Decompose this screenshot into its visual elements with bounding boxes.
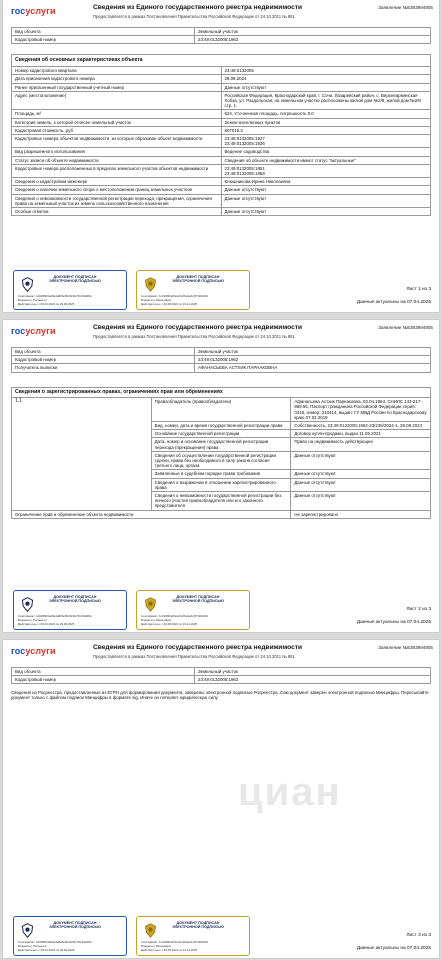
section-title: Сведения о зарегистрированных правах, ограничениях прав или обременениях — [12, 388, 431, 398]
stamp-title: ДОКУМЕНТ ПОДПИСАН ЭЛЕКТРОННОЙ ПОДПИСЬЮ — [172, 921, 224, 930]
gosuslugi-logo — [11, 646, 56, 656]
table-row — [12, 110, 431, 118]
stamp-valid: Действителен: с 20.08.2024 по 13.11.2025 — [141, 302, 198, 306]
actual-date: Данные актуальны на 07.04.2025 — [356, 620, 431, 625]
field-value: 23:49:0132005:1962 — [195, 356, 431, 364]
field-value: 23:49:0132005:1962 — [195, 36, 431, 44]
field-value: Собственность, 23:49:0132005:1962-23/236/2024-1, 28.08.2024 — [291, 422, 431, 430]
document-subtitle: Предоставляется в рамках Постановления Правительства Российской Федерации от 24.10.2011 № 861 — [93, 654, 295, 659]
table-row — [12, 356, 431, 364]
stamp-title: ДОКУМЕНТ ПОДПИСАН ЭЛЕКТРОННОЙ ПОДПИСЬЮ — [49, 595, 101, 604]
field-label: Вид разрешенного использования — [12, 148, 222, 156]
document-page-3 — [3, 640, 439, 958]
logo-text-uslugi: услуги — [25, 646, 56, 656]
table-row — [12, 75, 431, 83]
characteristics-table — [11, 54, 431, 216]
table-row — [12, 194, 431, 207]
page-header — [3, 640, 439, 666]
stamp-cert: Сертификат: 1c0189b3e5a1c6cd9a4e4c3f7d0b2f01 — [141, 940, 209, 944]
field-label: Сведения о невозможности государственной регистрации без личного участия правообладателя или его законного представителя — [151, 492, 291, 511]
object-table — [11, 27, 431, 44]
table-row — [12, 668, 431, 676]
field-value: Данные отсутствуют — [291, 492, 431, 511]
field-label: Ограничение прав и обременение объекта недвижимости — [12, 510, 291, 518]
table-row — [12, 364, 431, 372]
field-value: Афанасьева Астхик Парнаковна, 03.04.1964, СНИЛС 143-217-889 55, Паспорт гражданина Российской Федерации серия: 0319, номер: 210414, выдан: ГУ МВД России по Краснодарскому краю 07.02.2019 — [291, 398, 431, 422]
field-label: Вид объекта — [12, 668, 195, 676]
field-label: Категория земель, к которой отнесен земельный участок — [12, 118, 222, 126]
field-label: Вид, номер, дата и время государственной регистрации права — [151, 422, 291, 430]
stamp-cert: Сертификат: 1c0189b3e5a1c6cd9a4e4c3f7d0b2f01 — [141, 294, 209, 298]
page-number: Лист 2 из 3 — [406, 607, 431, 612]
stamp-owner: Владелец: Росреестр — [18, 944, 48, 948]
field-label: Сведения об осуществлении государственной регистрации сделки, права без необходимого в силу закона согласия третьего лица, органа — [151, 451, 291, 470]
field-value: 23:49:0132005:1927 23:49:0132005:1926 — [221, 135, 431, 148]
field-value: Данные отсутствуют — [221, 208, 431, 216]
signature-stamp-mincifry — [136, 590, 250, 630]
item-number: 1.1 — [12, 398, 152, 510]
page-header — [3, 0, 439, 26]
logo-text-gos: гос — [11, 646, 26, 656]
stamp-title: ДОКУМЕНТ ПОДПИСАН ЭЛЕКТРОННОЙ ПОДПИСЬЮ — [49, 921, 101, 930]
table-row — [12, 28, 431, 36]
field-value: Сведения об объекте недвижимости имеют статус "актуальные" — [221, 156, 431, 164]
field-value: Данные отсутствуют — [221, 83, 431, 91]
document-title: Сведения из Единого государственного реестра недвижимости — [93, 4, 303, 11]
emblem-icon — [19, 922, 36, 939]
field-label: Основание государственной регистрации — [151, 430, 291, 438]
table-row — [12, 91, 431, 110]
actual-date: Данные актуальны на 07.04.2025 — [356, 300, 431, 305]
page-number: Лист 3 из 3 — [406, 933, 431, 938]
page-header — [3, 320, 439, 346]
field-value: Российская Федерация, Краснодарский край, г. Сочи, Лазаревский район, с. Верхнеармянская Хобза, ул. Раздольская, на земельном участке расположены жилой дом №2/8, жилой дом №2/8 стр. 1 — [221, 91, 431, 110]
stamp-valid: Действителен: с 20.08.2024 по 13.11.2025 — [141, 948, 198, 952]
document-subtitle: Предоставляется в рамках Постановления Правительства Российской Федерации от 24.10.2011 № 861 — [93, 14, 295, 19]
table-row — [12, 36, 431, 44]
object-table — [11, 347, 431, 373]
field-value: 23:49:0132005 — [221, 67, 431, 75]
field-label: Особые отметки — [12, 208, 222, 216]
field-label: Вид объекта — [12, 28, 195, 36]
signature-stamp-mincifry — [136, 916, 250, 956]
stamp-owner: Владелец: Росреестр — [18, 298, 48, 302]
stamp-owner: Владелец: Минцифры — [141, 298, 171, 302]
field-value: Земельный участок — [195, 348, 431, 356]
page-number: Лист 1 из 3 — [406, 287, 431, 292]
field-value: Земельный участок — [195, 668, 431, 676]
field-label: Номер кадастрового квартала — [12, 67, 222, 75]
watermark: циан — [238, 770, 342, 814]
field-label: Кадастровые номера объектов недвижимости, из которых образован объект недвижимости — [12, 135, 222, 148]
object-table — [11, 667, 431, 684]
emblem-icon — [19, 276, 36, 293]
field-label: Сведения о кадастровом инженере — [12, 178, 222, 186]
request-number: Заявление №5393994905 — [378, 645, 433, 650]
signature-note: Сведения из Росреестра, предоставленные из ЕГРН для формирования документа, заверены электронной подписью Росреестра. Сам документ заверен электронной подписью Минцифры. Пересылайте документ только с файлом подписи Минцифры в формате sig. Иначе он потеряет юридическую силу — [11, 690, 429, 701]
field-label: Получатель выписки — [12, 364, 195, 372]
stamp-title: ДОКУМЕНТ ПОДПИСАН ЭЛЕКТРОННОЙ ПОДПИСЬЮ — [172, 595, 224, 604]
field-label: Кадастровый номер — [12, 36, 195, 44]
field-value: Ведение садоводства — [221, 148, 431, 156]
table-row — [12, 676, 431, 684]
actual-date: Данные актуальны на 07.04.2025 — [356, 946, 431, 951]
field-value: Договор купли-продажи, выдан 11.06.2021 — [291, 430, 431, 438]
field-value: Данные отсутствуют — [221, 186, 431, 194]
field-value: Земли населенных пунктов — [221, 118, 431, 126]
table-row — [12, 186, 431, 194]
signature-stamp-rosreestr — [13, 270, 127, 310]
logo-text-uslugi: услуги — [25, 326, 56, 336]
request-number: Заявление №5393994905 — [378, 325, 433, 330]
field-value: Право на недвижимость действующее — [291, 438, 431, 451]
field-value: АФАНАСЬЕВА АСТХИК ПАРНАКОВНА — [195, 364, 431, 372]
stamp-owner: Владелец: Минцифры — [141, 944, 171, 948]
field-value: 807019.2 — [221, 126, 431, 134]
stamp-cert: Сертификат: 1d0d59b3ad9a4a8b6e5b30c9e7f2149a5f4c — [18, 940, 92, 944]
table-row — [12, 510, 431, 518]
signature-stamp-mincifry — [136, 270, 250, 310]
field-value: Не зарегистрировано — [291, 510, 431, 518]
field-label: Ранее присвоенный государственный учетный номер — [12, 83, 222, 91]
signature-stamp-rosreestr — [13, 590, 127, 630]
table-row — [12, 156, 431, 164]
field-value: 624, Уточненная площадь, погрешность 9.0 — [221, 110, 431, 118]
logo-text-gos: гос — [11, 6, 26, 16]
stamp-valid: Действителен: с 09.04.2024 по 29.06.2025 — [18, 302, 75, 306]
document-subtitle: Предоставляется в рамках Постановления Правительства Российской Федерации от 24.10.2011 № 861 — [93, 334, 295, 339]
table-row — [12, 208, 431, 216]
signature-stamp-rosreestr — [13, 916, 127, 956]
document-title: Сведения из Единого государственного реестра недвижимости — [93, 644, 303, 651]
field-value: Данные отсутствуют — [291, 478, 431, 491]
field-label: Заявленные в судебном порядке права требования — [151, 470, 291, 478]
stamp-valid: Действителен: с 09.04.2024 по 29.06.2025 — [18, 622, 75, 626]
logo-text-uslugi: услуги — [25, 6, 56, 16]
stamp-owner: Владелец: Росреестр — [18, 618, 48, 622]
request-number: Заявление №5393994905 — [378, 5, 433, 10]
field-label: Кадастровая стоимость, руб — [12, 126, 222, 134]
emblem-icon — [142, 922, 159, 939]
stamp-title: ДОКУМЕНТ ПОДПИСАН ЭЛЕКТРОННОЙ ПОДПИСЬЮ — [172, 275, 224, 284]
stamp-valid: Действителен: с 20.08.2024 по 13.11.2025 — [141, 622, 198, 626]
table-row — [12, 348, 431, 356]
field-label: Кадастровый номер — [12, 676, 195, 684]
table-row — [12, 126, 431, 134]
gosuslugi-logo — [11, 326, 56, 336]
emblem-icon — [142, 596, 159, 613]
emblem-icon — [142, 276, 159, 293]
stamp-valid: Действителен: с 09.04.2024 по 29.06.2025 — [18, 948, 75, 952]
field-value: Данные отсутствуют — [291, 451, 431, 470]
table-row — [12, 398, 431, 422]
stamp-cert: Сертификат: 1c0189b3e5a1c6cd9a4e4c3f7d0b2f01 — [141, 614, 209, 618]
document-page-1 — [3, 0, 439, 312]
table-row — [12, 164, 431, 177]
gosuslugi-logo — [11, 6, 56, 16]
emblem-icon — [19, 596, 36, 613]
document-title: Сведения из Единого государственного реестра недвижимости — [93, 324, 303, 331]
stamp-cert: Сертификат: 1d0d59b3ad9a4a8b6e5b30c9e7f2149a5f4c — [18, 614, 92, 618]
section-title: Сведения об основных характеристиках объекта — [12, 55, 431, 67]
stamp-cert: Сертификат: 1d0d59b3ad9a4a8b6e5b30c9e7f2149a5f4c — [18, 294, 92, 298]
field-label: Площадь, м² — [12, 110, 222, 118]
field-label: Сведения о наличии земельного спора о местоположении границ земельных участков — [12, 186, 222, 194]
field-value: 23:49:0132005:1962 — [195, 676, 431, 684]
field-label: Статус записи об объекте недвижимости — [12, 156, 222, 164]
field-value: Клюшникова Ирина Николаевна — [221, 178, 431, 186]
table-row — [12, 83, 431, 91]
field-value: 28.08.2024 — [221, 75, 431, 83]
table-row — [12, 178, 431, 186]
field-label: Правообладатель (правообладатели) — [151, 398, 291, 422]
document-page-2 — [3, 320, 439, 632]
field-label: Дата, номер и основание государственной регистрации перехода (прекращения) права — [151, 438, 291, 451]
stamp-title: ДОКУМЕНТ ПОДПИСАН ЭЛЕКТРОННОЙ ПОДПИСЬЮ — [49, 275, 101, 284]
stamp-owner: Владелец: Минцифры — [141, 618, 171, 622]
field-value: Данные отсутствуют — [291, 470, 431, 478]
field-label: Сведения о невозможности государственной регистрации перехода, прекращения, ограничения права на земельный участок из земель сельскохозяйственного назначения — [12, 194, 222, 207]
rights-table — [11, 387, 431, 519]
field-value: Земельный участок — [195, 28, 431, 36]
field-label: Кадастровые номера расположенных в пределах земельного участка объектов недвижимости — [12, 164, 222, 177]
field-value: 23:49:0132005:1851 23:49:0132005:1858 — [221, 164, 431, 177]
table-row — [12, 148, 431, 156]
field-label: Адрес (местоположение) — [12, 91, 222, 110]
field-label: Дата присвоения кадастрового номера — [12, 75, 222, 83]
field-label: Кадастровый номер — [12, 356, 195, 364]
field-value: Данные отсутствуют — [221, 194, 431, 207]
table-row — [12, 118, 431, 126]
field-label: Вид объекта — [12, 348, 195, 356]
field-label: Сведения о возражении в отношении зарегистрированного права — [151, 478, 291, 491]
logo-text-gos: гос — [11, 326, 26, 336]
table-row — [12, 135, 431, 148]
table-row — [12, 67, 431, 75]
